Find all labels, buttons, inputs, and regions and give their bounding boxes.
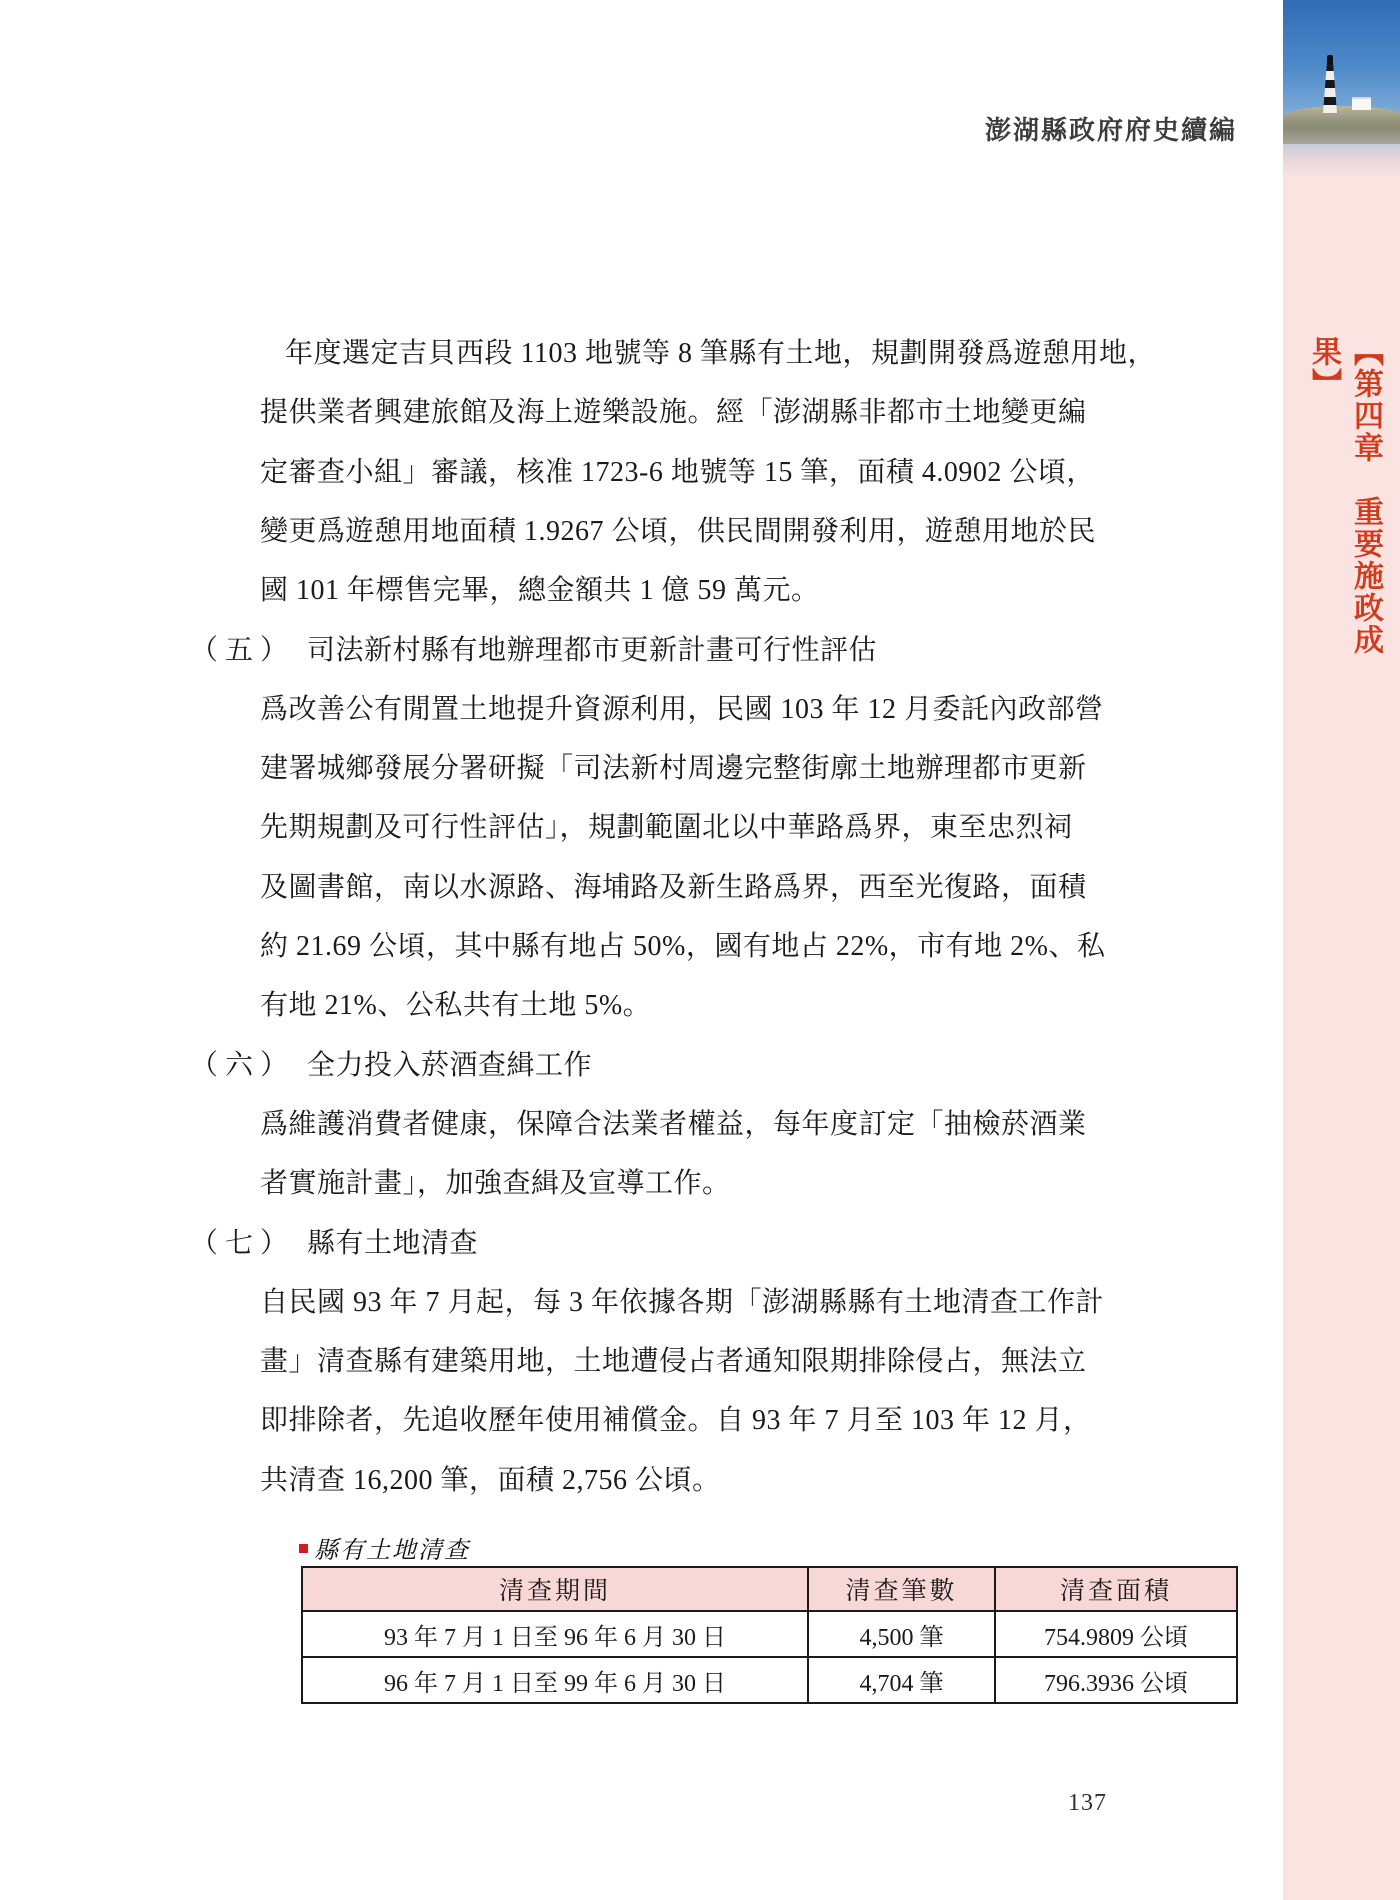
body-line: 變更爲遊憩用地面積 1.9267 公頃，供民間開發利用，遊憩用地於民 [260, 516, 1097, 547]
table-cell: 4,704 筆 [808, 1657, 995, 1703]
lighthouse-lantern-icon [1327, 55, 1333, 64]
chapter-sidebar [1283, 0, 1400, 1900]
body-line: 者實施計畫」，加強查緝及宣導工作。 [260, 1168, 731, 1199]
body-line: 先期規劃及可行性評估」，規劃範圍北以中華路爲界，東至忠烈祠 [260, 812, 1073, 843]
table-header-cell: 清查筆數 [808, 1567, 995, 1611]
body-line: 畫」清查縣有建築用地，土地遭侵占者通知限期排除侵占，無法立 [260, 1346, 1087, 1377]
body-line: 國 101 年標售完畢，總金額共 1 億 59 萬元。 [260, 575, 820, 606]
table-row [302, 1611, 1237, 1657]
land-survey-table-header [302, 1567, 1237, 1611]
body-line: 有地 21%、公私共有土地 5%。 [260, 990, 652, 1021]
photo-fade-overlay [1283, 128, 1400, 178]
table-row [302, 1657, 1237, 1703]
section-heading-line: （六） 全力投入菸酒查緝工作 [190, 1050, 593, 1081]
body-line: 爲維護消費者健康，保障合法業者權益，每年度訂定「抽檢菸酒業 [260, 1109, 1087, 1140]
land-survey-table [301, 1566, 1238, 1704]
table-caption-label: 縣有土地清查 [314, 1537, 470, 1564]
body-line: 即排除者，先追收歷年使用補償金。自 93 年 7 月至 103 年 12 月， [260, 1405, 1092, 1436]
table-cell: 4,500 筆 [808, 1611, 995, 1657]
table-header-cell: 清查期間 [302, 1567, 808, 1611]
chapter-vertical-label: 【第四章 重要施政成果】 [1307, 336, 1382, 656]
table-caption-row [299, 1531, 470, 1563]
body-line: 年度選定吉貝西段 1103 地號等 8 筆縣有土地，規劃開發爲遊憩用地， [285, 338, 1156, 369]
table-cell: 96 年 7 月 1 日至 99 年 6 月 30 日 [302, 1657, 808, 1703]
section-heading-line: （七） 縣有土地清查 [190, 1228, 479, 1259]
section-number-marker: （七） [190, 1228, 296, 1259]
page-header-title: 澎湖縣政府府史續編 [984, 115, 1237, 145]
body-line: 建署城鄉發展分署研擬「司法新村周邊完整街廓土地辦理都市更新 [260, 753, 1087, 784]
table-header-cell: 清查面積 [995, 1567, 1237, 1611]
body-line: 及圖書館，南以水源路、海埔路及新生路爲界，西至光復路，面積 [260, 872, 1087, 903]
body-line: 爲改善公有閒置土地提升資源利用，民國 103 年 12 月委託內政部營 [260, 694, 1104, 725]
body-line: 提供業者興建旅館及海上遊樂設施。經「澎湖縣非都市土地變更編 [260, 397, 1087, 428]
section-number-marker: （六） [190, 1050, 296, 1081]
section-heading-line: （五） 司法新村縣有地辦理都市更新計畫可行性評估 [190, 635, 878, 666]
keeper-house-graphic [1352, 99, 1371, 110]
table-cell: 796.3936 公頃 [995, 1657, 1237, 1703]
table-cell: 93 年 7 月 1 日至 96 年 6 月 30 日 [302, 1611, 808, 1657]
body-line: 定審查小組」審議，核准 1723-6 地號等 15 筆，面積 4.0902 公頃， [260, 457, 1095, 488]
table-cell: 754.9809 公頃 [995, 1611, 1237, 1657]
body-line: 自民國 93 年 7 月起，每 3 年依據各期「澎湖縣縣有土地清查工作計 [260, 1287, 1105, 1318]
lighthouse-photo [1283, 0, 1400, 178]
page-number: 137 [1068, 1790, 1107, 1816]
body-line: 約 21.69 公頃，其中縣有地占 50%，國有地占 22%，市有地 2%、私 [260, 931, 1106, 962]
section-number-marker: （五） [190, 635, 296, 666]
body-line: 共清查 16,200 筆，面積 2,756 公頃。 [260, 1465, 721, 1496]
red-square-bullet-icon [299, 1544, 308, 1553]
